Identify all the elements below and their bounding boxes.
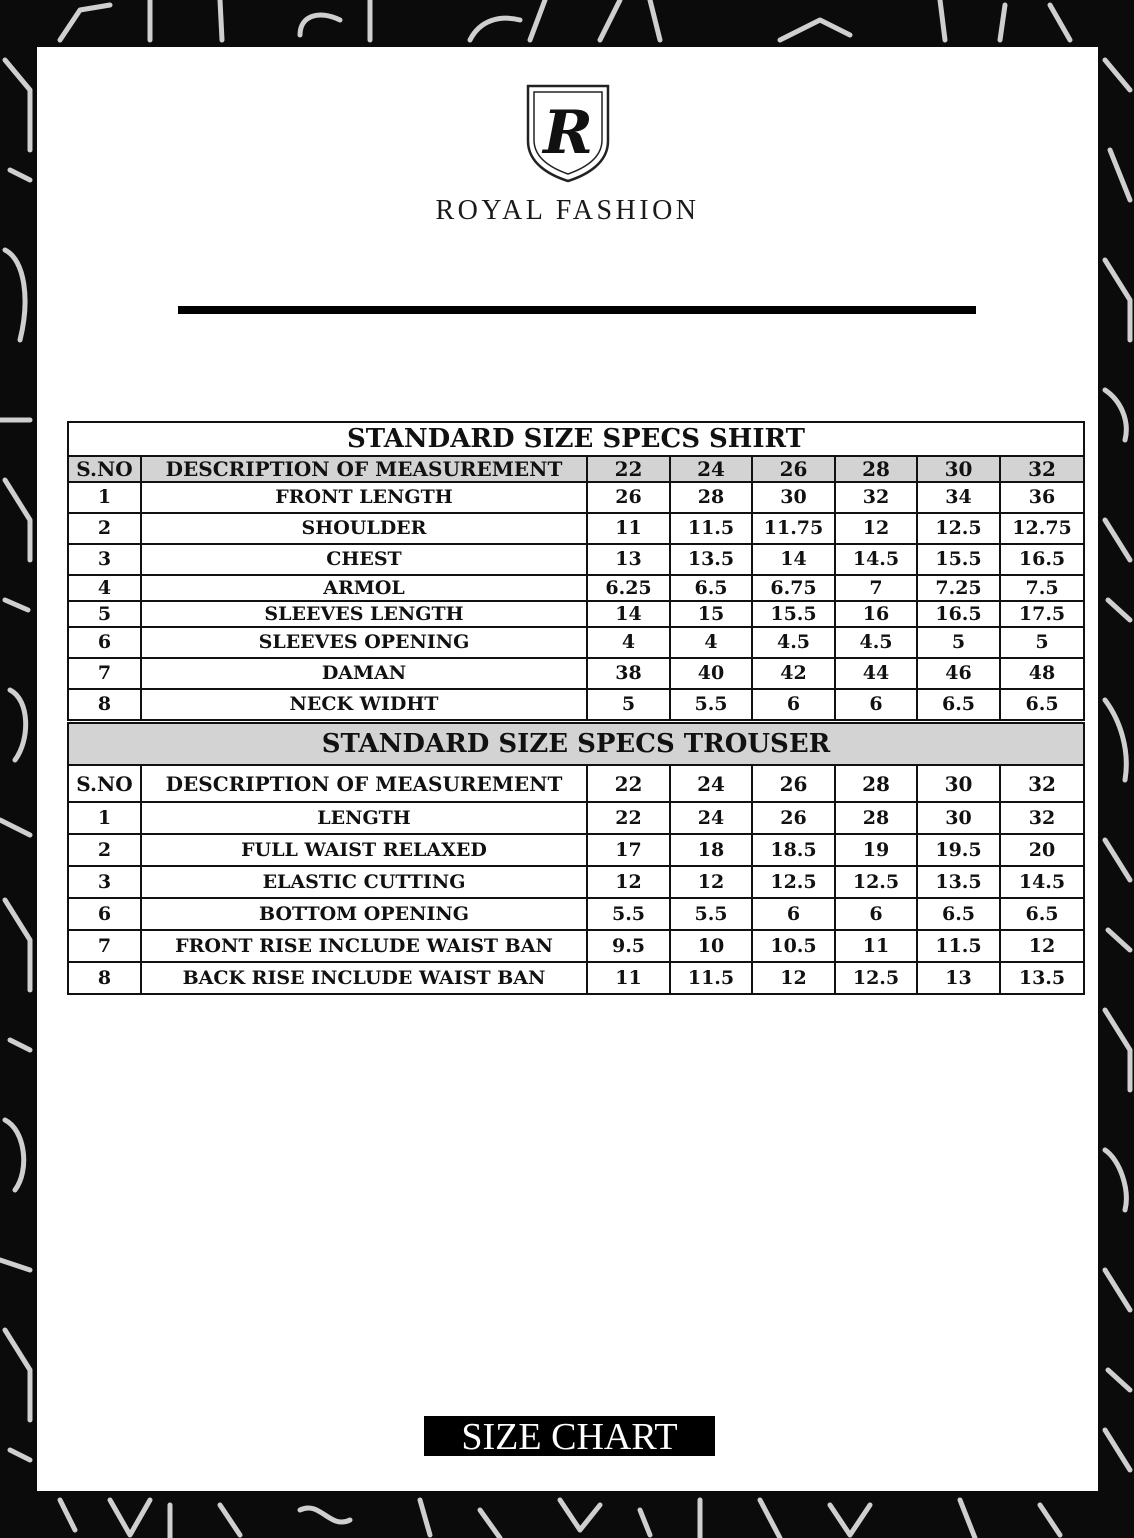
table-cell: 14 (587, 601, 670, 627)
column-header: 24 (670, 765, 752, 802)
table-cell: 11.75 (752, 513, 835, 544)
table-cell: 5 (917, 627, 1000, 658)
table-cell: 4.5 (752, 627, 835, 658)
table-cell: 14.5 (1000, 866, 1084, 898)
table-cell: 5 (68, 601, 141, 627)
trouser-table-title: STANDARD SIZE SPECS TROUSER (68, 723, 1084, 765)
table-cell: 28 (670, 482, 752, 513)
crest-logo-icon (525, 83, 611, 183)
table-row (68, 658, 1084, 689)
table-row (68, 930, 1084, 962)
table-cell: 5.5 (587, 898, 670, 930)
table-cell: 1 (68, 802, 141, 834)
header-divider (178, 306, 976, 314)
table-cell: 11 (587, 962, 670, 994)
trouser-specs-table (67, 722, 1085, 995)
table-row (68, 601, 1084, 627)
column-header: 26 (752, 765, 835, 802)
table-cell: 13 (917, 962, 1000, 994)
table-cell: NECK WIDHT (141, 689, 587, 720)
column-header: S.NO (68, 456, 141, 482)
table-cell: 13.5 (670, 544, 752, 575)
table-cell: 12 (587, 866, 670, 898)
column-header: 24 (670, 456, 752, 482)
table-cell: 15.5 (917, 544, 1000, 575)
shirt-specs-table (67, 421, 1085, 721)
table-row (68, 866, 1084, 898)
table-cell: 12.5 (917, 513, 1000, 544)
table-row (68, 802, 1084, 834)
table-cell: 2 (68, 513, 141, 544)
table-cell: 16 (835, 601, 917, 627)
table-cell: 6.25 (587, 575, 670, 601)
table-cell: 5 (587, 689, 670, 720)
table-cell: 6.5 (670, 575, 752, 601)
table-cell: 4 (68, 575, 141, 601)
table-cell: 7 (835, 575, 917, 601)
table-cell: 3 (68, 866, 141, 898)
table-cell: 12.5 (835, 866, 917, 898)
table-cell: 26 (587, 482, 670, 513)
table-cell: FRONT LENGTH (141, 482, 587, 513)
column-header: 26 (752, 456, 835, 482)
table-cell: 12 (752, 962, 835, 994)
table-cell: 13.5 (917, 866, 1000, 898)
table-cell: 12 (835, 513, 917, 544)
table-cell: 6.5 (1000, 689, 1084, 720)
table-cell: 24 (670, 802, 752, 834)
brand-header (37, 83, 1098, 227)
table-cell: CHEST (141, 544, 587, 575)
table-cell: 15.5 (752, 601, 835, 627)
table-cell: 32 (835, 482, 917, 513)
column-header: DESCRIPTION OF MEASUREMENT (141, 765, 587, 802)
table-cell: 48 (1000, 658, 1084, 689)
table-cell: 11.5 (670, 962, 752, 994)
table-cell: 12.5 (835, 962, 917, 994)
column-header: 32 (1000, 456, 1084, 482)
table-cell: SHOULDER (141, 513, 587, 544)
table-cell: 6.75 (752, 575, 835, 601)
table-cell: 12.5 (752, 866, 835, 898)
table-cell: DAMAN (141, 658, 587, 689)
logo-letter: R (542, 98, 593, 168)
table-cell: 7 (68, 658, 141, 689)
table-cell: 4 (670, 627, 752, 658)
table-cell: 38 (587, 658, 670, 689)
table-cell: 11.5 (670, 513, 752, 544)
brand-name: ROYAL FASHION (435, 195, 700, 226)
table-cell: 9.5 (587, 930, 670, 962)
table-cell: 6.5 (917, 898, 1000, 930)
table-row (68, 575, 1084, 601)
table-cell: LENGTH (141, 802, 587, 834)
table-cell: 4.5 (835, 627, 917, 658)
table-cell: 8 (68, 962, 141, 994)
table-cell: 12 (1000, 930, 1084, 962)
table-cell: 11 (835, 930, 917, 962)
table-cell: BOTTOM OPENING (141, 898, 587, 930)
table-cell: 4 (587, 627, 670, 658)
table-cell: FRONT RISE INCLUDE WAIST BAN (141, 930, 587, 962)
table-row (68, 544, 1084, 575)
column-header: S.NO (68, 765, 141, 802)
table-cell: 12.75 (1000, 513, 1084, 544)
table-cell: 42 (752, 658, 835, 689)
table-cell: 19.5 (917, 834, 1000, 866)
table-cell: FULL WAIST RELAXED (141, 834, 587, 866)
table-cell: 40 (670, 658, 752, 689)
table-cell: 11.5 (917, 930, 1000, 962)
table-cell: SLEEVES OPENING (141, 627, 587, 658)
column-header: 28 (835, 456, 917, 482)
table-cell: 14.5 (835, 544, 917, 575)
table-cell: 8 (68, 689, 141, 720)
table-cell: 6 (752, 689, 835, 720)
table-cell: 28 (835, 802, 917, 834)
table-cell: 6 (68, 627, 141, 658)
table-cell: 16.5 (1000, 544, 1084, 575)
table-row (68, 689, 1084, 720)
table-cell: 6.5 (917, 689, 1000, 720)
table-cell: 15 (670, 601, 752, 627)
column-header: 22 (587, 765, 670, 802)
table-cell: 13 (587, 544, 670, 575)
table-cell: 6.5 (1000, 898, 1084, 930)
table-cell: 14 (752, 544, 835, 575)
table-cell: 6 (835, 689, 917, 720)
table-cell: 30 (752, 482, 835, 513)
table-row (68, 898, 1084, 930)
table-cell: 12 (670, 866, 752, 898)
table-cell: 7.5 (1000, 575, 1084, 601)
column-header: DESCRIPTION OF MEASUREMENT (141, 456, 587, 482)
table-row (68, 962, 1084, 994)
table-cell: 36 (1000, 482, 1084, 513)
table-row (68, 482, 1084, 513)
table-row (68, 513, 1084, 544)
table-cell: 46 (917, 658, 1000, 689)
table-cell: 5.5 (670, 898, 752, 930)
table-cell: 32 (1000, 802, 1084, 834)
table-cell: 18 (670, 834, 752, 866)
table-cell: 26 (752, 802, 835, 834)
table-cell: 2 (68, 834, 141, 866)
table-cell: 44 (835, 658, 917, 689)
table-cell: ARMOL (141, 575, 587, 601)
column-header: 30 (917, 765, 1000, 802)
table-cell: 6 (68, 898, 141, 930)
table-cell: 17 (587, 834, 670, 866)
table-cell: 16.5 (917, 601, 1000, 627)
table-cell: 5.5 (670, 689, 752, 720)
table-cell: 18.5 (752, 834, 835, 866)
table-cell: 6 (752, 898, 835, 930)
table-cell: BACK RISE INCLUDE WAIST BAN (141, 962, 587, 994)
table-cell: 22 (587, 802, 670, 834)
column-header: 30 (917, 456, 1000, 482)
table-cell: 30 (917, 802, 1000, 834)
table-row (68, 834, 1084, 866)
table-cell: 6 (835, 898, 917, 930)
table-cell: 13.5 (1000, 962, 1084, 994)
column-header: 22 (587, 456, 670, 482)
table-cell: 11 (587, 513, 670, 544)
column-header: 32 (1000, 765, 1084, 802)
table-cell: SLEEVES LENGTH (141, 601, 587, 627)
table-cell: 19 (835, 834, 917, 866)
table-cell: 34 (917, 482, 1000, 513)
table-cell: 3 (68, 544, 141, 575)
table-cell: 7 (68, 930, 141, 962)
column-header: 28 (835, 765, 917, 802)
table-row (68, 627, 1084, 658)
table-cell: 20 (1000, 834, 1084, 866)
table-cell: 17.5 (1000, 601, 1084, 627)
table-cell: 1 (68, 482, 141, 513)
table-cell: 10.5 (752, 930, 835, 962)
table-cell: 5 (1000, 627, 1084, 658)
size-chart-sheet (37, 47, 1098, 1491)
shirt-table-title: STANDARD SIZE SPECS SHIRT (68, 422, 1084, 456)
size-chart-label: SIZE CHART (424, 1416, 715, 1456)
table-cell: ELASTIC CUTTING (141, 866, 587, 898)
table-cell: 10 (670, 930, 752, 962)
table-cell: 7.25 (917, 575, 1000, 601)
